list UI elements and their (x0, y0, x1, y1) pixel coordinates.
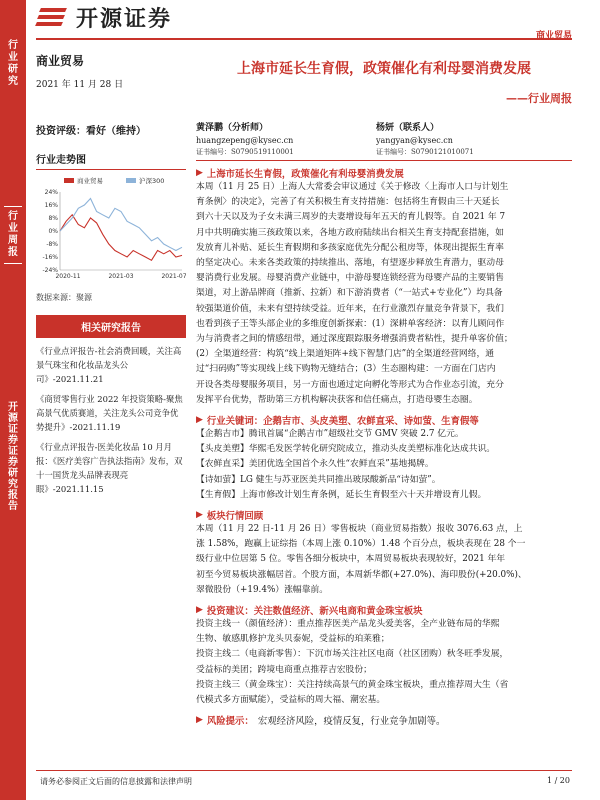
trend-chart-title: 行业走势图 (36, 151, 186, 170)
paragraph-line: 生物、敏感肌修护龙头贝泰妮，受益标的珀莱雅； (196, 634, 390, 645)
section-heading-rest: 宏观经济风险，疫情反复，行业竞争加剧等。 (257, 716, 446, 728)
report-section (196, 713, 572, 727)
paragraph-line: 投资主线二（电商新零售）：下沉市场关注社区电商（社区团购）秋冬旺季发展， (196, 649, 509, 660)
y-tick-label: 0% (48, 228, 58, 235)
paragraph-line: 【农鲜直采】美团优选全国首个永久性“农鲜直采”基地揭牌。 (196, 459, 434, 470)
section-heading (196, 713, 572, 727)
related-report-item[interactable]: 《商贸零售行业 2022 年投资策略-聚焦高景气优质赛道，关注龙头公司竞争优势提升》-2021.11.19 (36, 394, 183, 432)
arrow-right-icon: ▶ (196, 510, 203, 521)
arrow-right-icon: ▶ (196, 605, 203, 616)
report-section (196, 603, 572, 708)
paragraph-line: 也看到孩子王等头部企业的多维度创新探索：(1）深耕单客经济：以育儿顾问作 (196, 318, 505, 329)
paragraph-line: 初至今贸易板块涨幅居首。个股方面，本周新华都(+27.0%)、海印股份(+20.0%)、 (196, 569, 527, 580)
investment-rating: 投资评级：看好（维持） (36, 126, 146, 137)
section-heading-text: 风险提示： (206, 716, 254, 728)
paragraph-line: 【生育假】上海市修改计划生育条例，延长生育假至六十天并增设育儿假。 (196, 489, 487, 500)
paragraph-line: 涨 1.58%，跑赢上证综指（本周上涨 0.10%）1.48 个百分点，板块表现在 28 个一 (196, 539, 526, 550)
paragraph-line: 发挥平台优势，帮助第三方机构解决获客和信任痛点，打造母婴生态圈。 (196, 394, 478, 405)
report-section (196, 508, 572, 598)
paragraph-line: 渠道，对上游品牌商（推新、拉新）和下游消费者（“一站式+专业化”）均具备 (196, 288, 503, 299)
author-card (376, 120, 556, 157)
paragraph-line: 级行业中位居第 5 位。零售各细分板块中，本周贸易板块表现较好，2021 年年 (196, 554, 506, 565)
section-heading (196, 603, 572, 617)
page-number: 1 / 20 (546, 776, 570, 785)
y-tick-label: -24% (42, 267, 58, 274)
section-heading (196, 508, 572, 522)
author-email[interactable]: yangyan@kysec.cn (376, 136, 453, 145)
paragraph-line: 【头皮美塑】华熙毛发医学转化研究院成立，推动头皮美塑标准化达成共识。 (196, 444, 496, 455)
section-heading-text: 板块行情回顾 (206, 511, 264, 523)
sidebar-label-weekly: 行业周报 (4, 206, 22, 264)
author-name: 杨妍（联系人） (376, 123, 440, 133)
author-cert: 证书编号：S0790519110001 (196, 148, 294, 156)
paragraph-line: 本周（11 月 25 日）上海人大常委会审议通过《关于修改〈上海市人口与计划生 (196, 182, 509, 192)
arrow-right-icon: ▶ (196, 415, 203, 426)
paragraph-line: 开设各类母婴服务项目，另一方面也通过定向孵化等形式为合作业态引流，充分 (196, 379, 504, 390)
y-tick-label: 16% (44, 202, 58, 209)
related-reports-title: 相关研究报告 (36, 315, 186, 338)
x-tick-label: 2021-07 (161, 273, 186, 280)
series-line (60, 215, 182, 260)
paragraph-line: 翠微股份（+19.4%）涨幅靠前。 (196, 584, 329, 595)
section-heading (196, 166, 572, 180)
y-tick-label: 8% (48, 215, 58, 222)
related-report-item[interactable]: 《行业点评报告-医美化妆品 10 月月报：《医疗美容广告执法指南》发布，双十一国货龙头品牌表现亮眼》-2021.11.15 (36, 442, 183, 494)
section-heading-text: 行业关键词：企鹅吉市、头皮美塑、农鲜直采、诗如萤、生育假等 (206, 416, 479, 428)
legend-swatch (126, 178, 136, 183)
left-column (36, 52, 186, 496)
data-source: 数据来源：聚源 (36, 293, 92, 302)
footer-divider (36, 770, 572, 771)
arrow-right-icon: ▶ (196, 168, 203, 178)
sidebar-label-research: 行业研究 (8, 40, 18, 87)
paragraph-line: 婴消费行业发展。母婴消费产业链中，中游母婴连锁经营为母婴产品的主要销售 (196, 273, 504, 284)
section-heading-text: 投资建议：关注数值经济、新兴电商和黄金珠宝板块 (206, 606, 423, 618)
paragraph-line: 过“扫码购”等实现线上线下购物无缝结合；(3）生态圈构建：一方面在门店内 (196, 364, 496, 375)
trend-chart-svg (36, 174, 186, 286)
main-column (196, 52, 572, 727)
y-tick-label: 24% (44, 189, 58, 196)
paragraph-line: 受益标的美团；跨境电商重点推荐吉宏股份； (196, 664, 372, 675)
author-name: 黄泽鹏（分析师） (196, 123, 269, 133)
paragraph-line: 【诗如萤】LG 健生与苏亚医美共同推出玻尿酸新品“诗如萤”。 (196, 474, 441, 485)
arrow-right-icon: ▶ (196, 715, 203, 726)
paragraph-line: 发放育儿补贴、延长生育假期和多孩家庭优先分配公租房等，体现出提振生育率 (196, 242, 504, 253)
report-date: 2021 年 11 月 28 日 (36, 80, 124, 90)
author-card (196, 120, 376, 157)
header-category: 商业贸易 (535, 31, 572, 41)
footer-disclaimer: 请务必参阅正文后面的信息披露和法律声明 (40, 777, 192, 786)
paragraph-line: 到六十天以及为子女未满三周岁的夫妻增设每年五天的育儿假等。自 2021 年 7 (196, 212, 506, 223)
paragraph-line: (2）全渠道经营：构筑“线上渠道矩阵+线下智慧门店”的全渠道经营网络，通 (196, 349, 495, 360)
x-tick-label: 2020-11 (55, 273, 81, 280)
report-sections (196, 166, 572, 727)
legend-swatch (64, 178, 74, 183)
section-heading-text: 上海市延长生育假，政策催化有利母婴消费发展 (206, 169, 404, 180)
section-heading (196, 413, 572, 427)
paragraph-line: 代模式多方面赋能），受益标的周大福、潮宏基。 (196, 695, 386, 706)
trend-chart (36, 174, 186, 286)
y-tick-label: -8% (46, 241, 58, 248)
sector-name: 商业贸易 (36, 54, 85, 68)
paragraph-line: 本周（11 月 22 日-11 月 26 日）零售板块（商业贸易指数）报收 3076.63 点，上 (196, 524, 523, 535)
brand-logo (36, 4, 172, 30)
author-email[interactable]: huangzepeng@kysec.cn (196, 136, 294, 145)
sidebar-label-brand: 开源证券 证券研究报告 (8, 402, 18, 512)
report-subtitle: ——行业周报 (506, 92, 572, 105)
legend-label: 沪深300 (139, 177, 165, 185)
report-section (196, 413, 572, 503)
paragraph-line: 月中共明确实施三孩政策以来，各地方政府陆续出台相关生育支持配套措施，如 (196, 227, 504, 238)
paragraph-line: 投资主线一（颜值经济）：重点推荐医美产品龙头爱美客，全产业链布局的华熙 (196, 619, 500, 630)
report-section (196, 166, 572, 408)
y-tick-label: -16% (42, 254, 58, 261)
authors (196, 120, 572, 161)
paragraph-line: 【企鹅吉市】腾讯首属“企鹅吉市”超级社交节 GMV 突破 2.7 亿元。 (196, 429, 464, 440)
report-title: 上海市延长生育假，政策催化有利母婴消费发展 (237, 61, 531, 77)
paragraph-line: 育条例〉的决定》，完善了有关积极生育支持措施：包括将生育假由三十天延长 (196, 197, 500, 208)
paragraph-line: 投资主线三（黄金珠宝）：关注持续高景气的黄金珠宝板块，重点推荐周大生（省 (196, 679, 509, 690)
brand-name: 开源证券 (76, 6, 173, 32)
paragraph-line: 的坚定决心。未来各类政策的持续推出、落地，有望逐步释放生育潜力，驱动母 (196, 258, 504, 269)
paragraph-line: 较强渠道价值，未来有望持续受益。近年来，在行业激烈存量竞争背景下，我们 (196, 303, 504, 314)
author-cert: 证书编号：S0790121010071 (376, 148, 474, 156)
header-divider (36, 38, 572, 40)
x-tick-label: 2021-03 (108, 273, 134, 280)
brand-mark-icon (36, 6, 70, 28)
sidebar (0, 0, 26, 800)
legend-label: 商业贸易 (77, 177, 103, 185)
paragraph-line: 为与消费者之间的情感纽带，通过深度跟踪服务增强消费者粘性，提升单客价值； (196, 334, 513, 345)
related-report-item[interactable]: 《行业点评报告-社会消费回暖，关注高景气珠宝和化妆品龙头公司》-2021.11.21 (36, 346, 182, 384)
